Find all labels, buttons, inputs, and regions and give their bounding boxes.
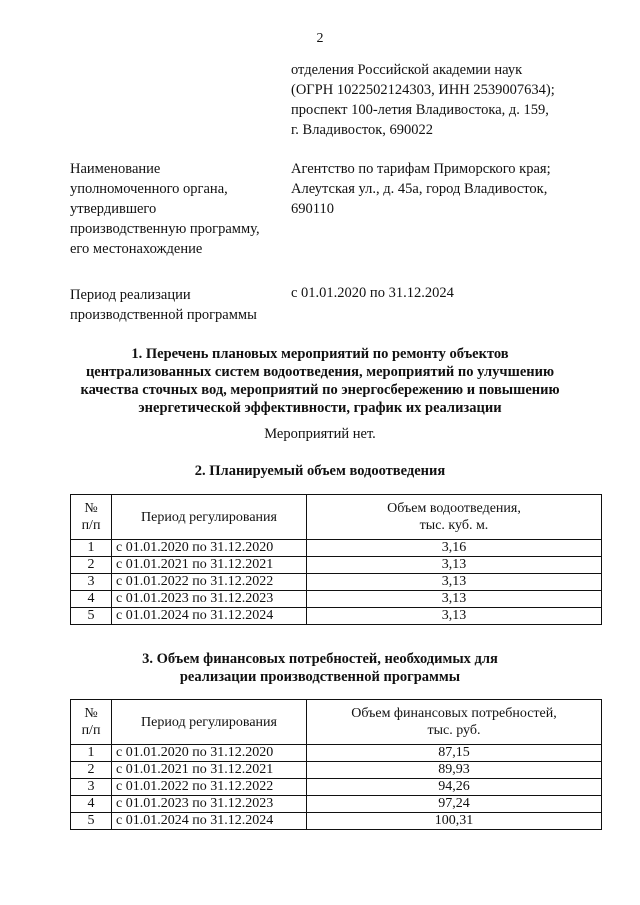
table-row: 5 с 01.01.2024 по 31.12.2024 3,13	[71, 608, 602, 625]
authority-value: Агентство по тарифам Приморского края; Алеутская ул., д. 45а, город Владивосток, 690110	[291, 161, 551, 217]
table-row: 2 с 01.01.2021 по 31.12.2021 89,93	[71, 762, 602, 779]
table-header-row	[71, 495, 602, 540]
period-value: с 01.01.2020 по 31.12.2024	[291, 285, 454, 301]
continuation-line: отделения Российской академии наук	[291, 62, 523, 78]
period-row	[70, 283, 630, 323]
header-num: № п/п	[71, 495, 112, 540]
organization-address-continuation	[291, 60, 611, 140]
financial-needs-table	[70, 699, 602, 830]
table-row: 3 с 01.01.2022 по 31.12.2022 94,26	[71, 779, 602, 796]
header-period: Период регулирования	[112, 495, 307, 540]
table-header-row	[71, 700, 602, 745]
authority-label: Наименование уполномоченного органа, утвердившего производственную программу, его местонахождение	[70, 161, 260, 257]
table-row: 4 с 01.01.2023 по 31.12.2023 3,13	[71, 591, 602, 608]
header-num: № п/п	[71, 700, 112, 745]
page-number: 2	[316, 31, 324, 46]
table-row: 2 с 01.01.2021 по 31.12.2021 3,13	[71, 557, 602, 574]
header-period: Период регулирования	[112, 700, 307, 745]
authority-row	[70, 159, 630, 259]
no-activities-text: Мероприятий нет.	[264, 426, 376, 442]
table-row: 5 с 01.01.2024 по 31.12.2024 100,31	[71, 813, 602, 830]
wastewater-volume-table	[70, 494, 602, 625]
table-row: 3 с 01.01.2022 по 31.12.2022 3,13	[71, 574, 602, 591]
continuation-line: г. Владивосток, 690022	[291, 122, 434, 138]
continuation-line: (ОГРН 1022502124303, ИНН 2539007634);	[291, 82, 555, 98]
period-label: Период реализации производственной программы	[70, 287, 257, 323]
table-row: 1 с 01.01.2020 по 31.12.2020 3,16	[71, 540, 602, 557]
section-3-heading: 3. Объем финансовых потребностей, необходимых для реализации производственной программы	[142, 651, 498, 685]
header-value: Объем водоотведения, тыс. куб. м.	[307, 495, 602, 540]
section-1-heading: 1. Перечень плановых мероприятий по ремонту объектов централизованных систем водоотведения, мероприятий по улучшению качества сточных вод, мероприятий по энергосбережению и повышению энергетической эффективности, график их реализации	[80, 346, 560, 416]
continuation-line: проспект 100-летия Владивостока, д. 159,	[291, 102, 549, 118]
table-row: 1 с 01.01.2020 по 31.12.2020 87,15	[71, 745, 602, 762]
table-row: 4 с 01.01.2023 по 31.12.2023 97,24	[71, 796, 602, 813]
section-2-heading: 2. Планируемый объем водоотведения	[194, 463, 446, 479]
header-value: Объем финансовых потребностей, тыс. руб.	[307, 700, 602, 745]
